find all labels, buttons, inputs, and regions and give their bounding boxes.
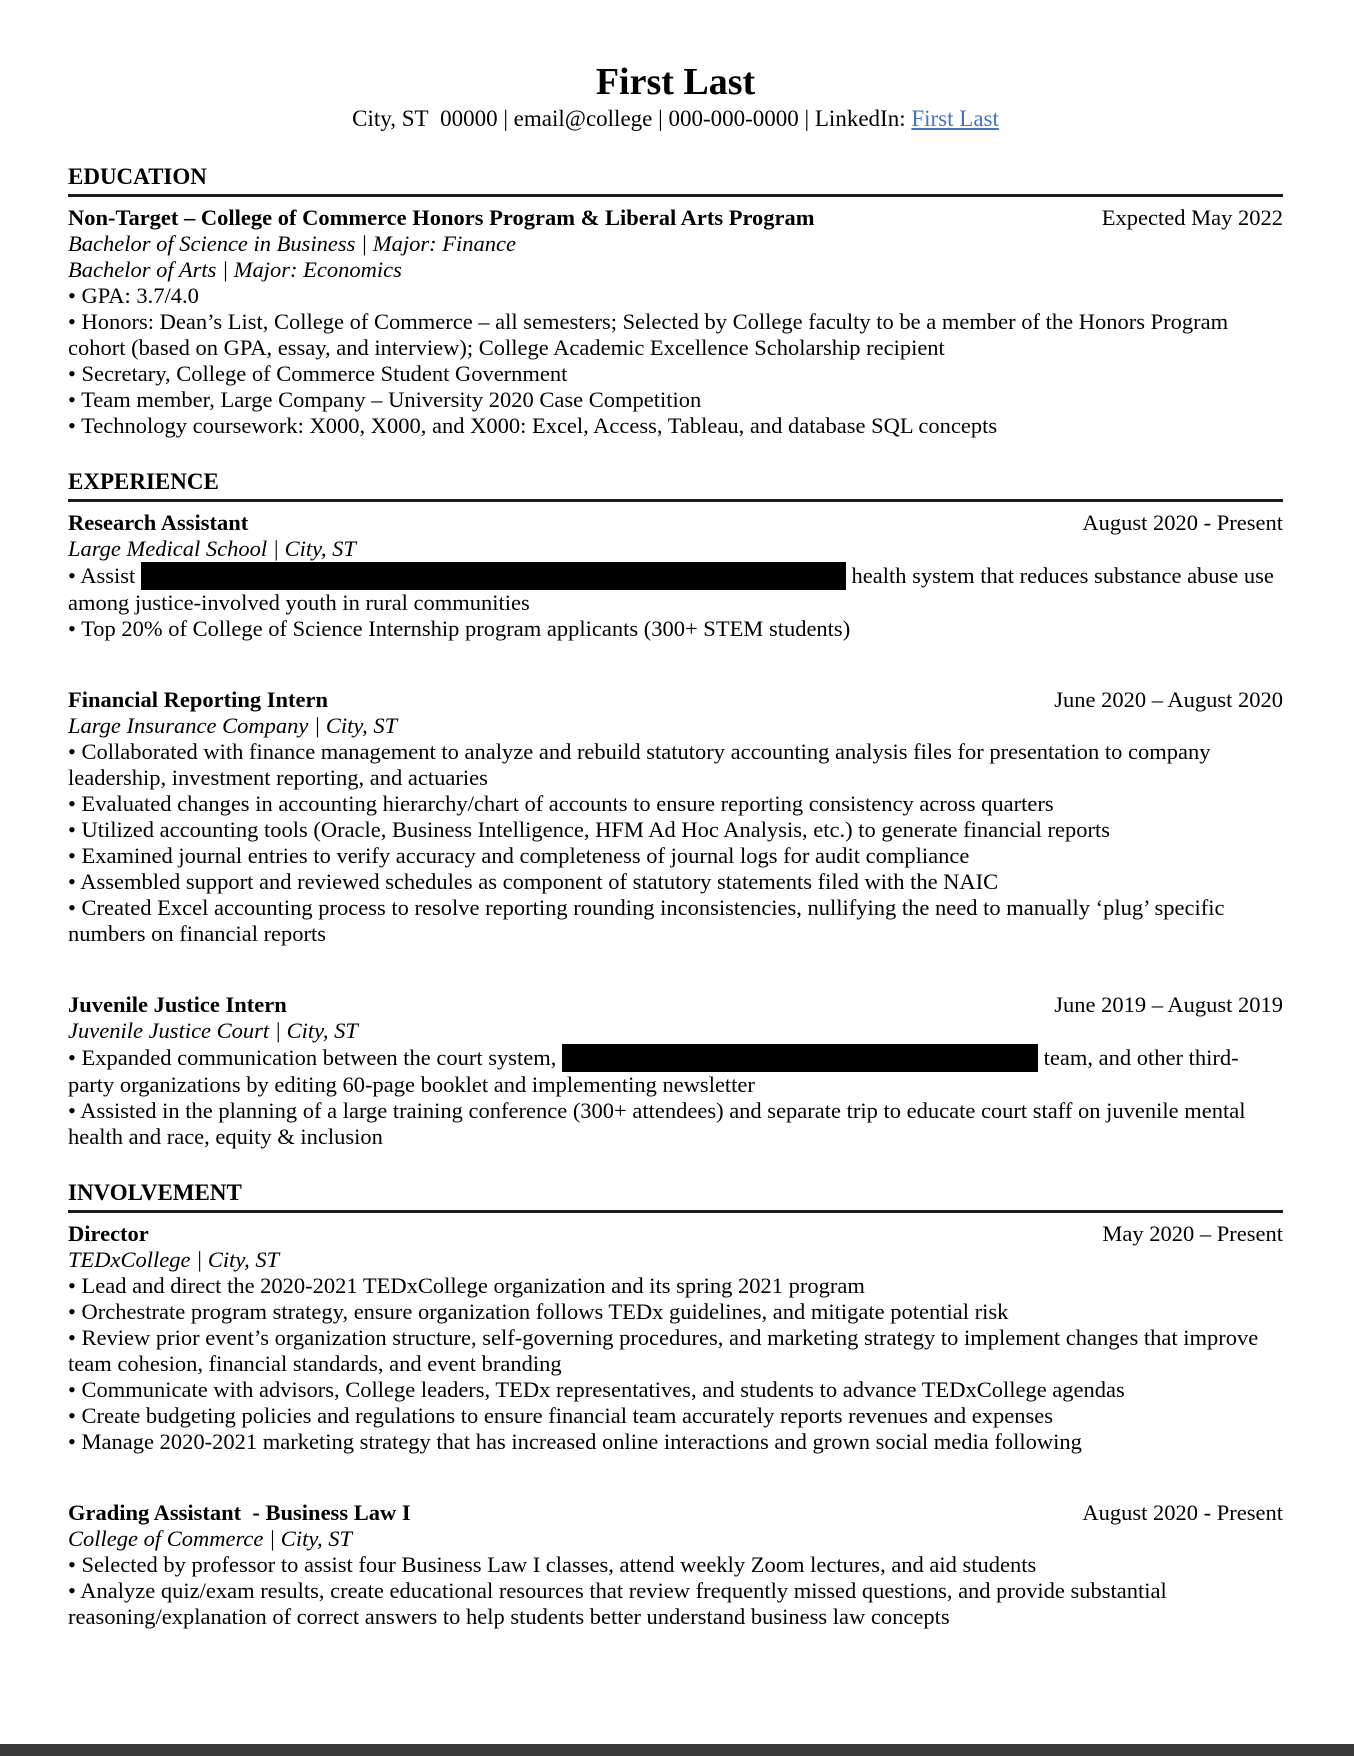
entry-date: May 2020 – Present: [1102, 1221, 1283, 1246]
bullet-item: • Assisted in the planning of a large training conference (300+ attendees) and separate trip to educate court staff on juvenile mental health and race, equity & inclusion: [68, 1098, 1283, 1150]
bullet-item: • GPA: 3.7/4.0: [68, 283, 1283, 309]
entry-head: [68, 510, 1283, 536]
entry-date: June 2020 – August 2020: [1054, 687, 1283, 712]
entry-head: [68, 1500, 1283, 1526]
entry-head: [68, 205, 1283, 231]
entry-subheading: TEDxCollege | City, ST: [68, 1247, 280, 1272]
bullet-item: • Created Excel accounting process to resolve reporting rounding inconsistencies, nullifying the need to manually ‘plug’ specific numbers on financial reports: [68, 895, 1283, 947]
entry-date: August 2020 - Present: [1082, 510, 1283, 535]
bullet-item: • Collaborated with finance management to analyze and rebuild statutory accounting analysis files for presentation to company leadership, investment reporting, and actuaries: [68, 739, 1283, 791]
bullet-item: • Communicate with advisors, College leaders, TEDx representatives, and students to advance TEDxCollege agendas: [68, 1377, 1283, 1403]
section-experience: [68, 469, 1283, 1150]
section-title: EXPERIENCE: [68, 469, 1283, 502]
bullet-item: • Selected by professor to assist four Business Law I classes, attend weekly Zoom lectures, and aid students: [68, 1552, 1283, 1578]
resume-body: [68, 164, 1283, 1630]
entry-date: August 2020 - Present: [1082, 1500, 1283, 1525]
resume-entry: [68, 510, 1283, 642]
entry-subheading: Juvenile Justice Court | City, ST: [68, 1018, 358, 1043]
entry-date: Expected May 2022: [1101, 205, 1283, 230]
bullet-item: • Honors: Dean’s List, College of Commerce – all semesters; Selected by College faculty to be a member of the Honors Program cohort (based on GPA, essay, and interview); College Academic Excellence Scholarship recipient: [68, 309, 1283, 361]
bullet-item: • Manage 2020-2021 marketing strategy that has increased online interactions and grown social media following: [68, 1429, 1283, 1455]
redaction-bar: [562, 1044, 1038, 1072]
resume-entry: [68, 205, 1283, 439]
entry-heading: Research Assistant: [68, 510, 249, 535]
entry-head: [68, 992, 1283, 1018]
redaction-bar: [141, 562, 846, 590]
section-title: INVOLVEMENT: [68, 1180, 1283, 1213]
page-bottom-bar: [0, 1744, 1354, 1756]
entry-heading: Juvenile Justice Intern: [68, 992, 287, 1017]
bullet-item: • Top 20% of College of Science Internship program applicants (300+ STEM students): [68, 616, 1283, 642]
contact-text: City, ST 00000 | email@college | 000-000-0000 | LinkedIn:: [352, 106, 912, 131]
entry-heading: Financial Reporting Intern: [68, 687, 329, 712]
entry-subheading: Large Medical School | City, ST: [68, 536, 356, 561]
entry-date: June 2019 – August 2019: [1054, 992, 1283, 1017]
entry-subheading: Large Insurance Company | City, ST: [68, 713, 398, 738]
bullet-item: • Assembled support and reviewed schedules as component of statutory statements filed with the NAIC: [68, 869, 1283, 895]
entry-head: [68, 687, 1283, 713]
bullet-item: • Review prior event’s organization structure, self-governing procedures, and marketing strategy to implement changes that improve team cohesion, financial standards, and event branding: [68, 1325, 1283, 1377]
section-title: EDUCATION: [68, 164, 1283, 197]
person-name: First Last: [595, 61, 756, 103]
bullet-item: • Evaluated changes in accounting hierarchy/chart of accounts to ensure reporting consistency across quarters: [68, 791, 1283, 817]
section-education: [68, 164, 1283, 439]
bullet-item: • Create budgeting policies and regulations to ensure financial team accurately reports revenues and expenses: [68, 1403, 1283, 1429]
entry-subheading: Bachelor of Science in Business | Major: Finance: [68, 231, 516, 256]
bullet-item: • Team member, Large Company – University 2020 Case Competition: [68, 387, 1283, 413]
resume-entry: [68, 1221, 1283, 1455]
bullet-item: • Utilized accounting tools (Oracle, Business Intelligence, HFM Ad Hoc Analysis, etc.) to generate financial reports: [68, 817, 1283, 843]
entry-heading: Director: [68, 1221, 149, 1246]
entry-head: [68, 1221, 1283, 1247]
resume-entry: [68, 687, 1283, 947]
bullet-item: • Orchestrate program strategy, ensure organization follows TEDx guidelines, and mitigate potential risk: [68, 1299, 1283, 1325]
entry-heading: Non-Target – College of Commerce Honors Program & Liberal Arts Program: [68, 205, 815, 230]
entry-subheading: Bachelor of Arts | Major: Economics: [68, 257, 402, 282]
resume-entry: [68, 992, 1283, 1150]
bullet-item: • Lead and direct the 2020-2021 TEDxCollege organization and its spring 2021 program: [68, 1273, 1283, 1299]
bullet-item: • Assist health system that reduces substance abuse use among justice-involved youth in rural communities: [68, 562, 1283, 616]
bullet-item: • Secretary, College of Commerce Student Government: [68, 361, 1283, 387]
entry-heading: Grading Assistant - Business Law I: [68, 1500, 411, 1525]
linkedin-link[interactable]: First Last: [911, 106, 999, 131]
bullet-item: • Analyze quiz/exam results, create educational resources that review frequently missed questions, and provide substantial reasoning/explanation of correct answers to help students better understand business law concepts: [68, 1578, 1283, 1630]
resume-entry: [68, 1500, 1283, 1630]
section-involvement: [68, 1180, 1283, 1630]
bullet-item: • Expanded communication between the court system, team, and other third-party organizations by editing 60-page booklet and implementing newsletter: [68, 1044, 1283, 1098]
entry-subheading: College of Commerce | City, ST: [68, 1526, 353, 1551]
bullet-item: • Technology coursework: X000, X000, and X000: Excel, Access, Tableau, and database SQL concepts: [68, 413, 1283, 439]
resume-header: [68, 60, 1283, 134]
bullet-item: • Examined journal entries to verify accuracy and completeness of journal logs for audit compliance: [68, 843, 1283, 869]
contact-line: [68, 104, 1283, 134]
